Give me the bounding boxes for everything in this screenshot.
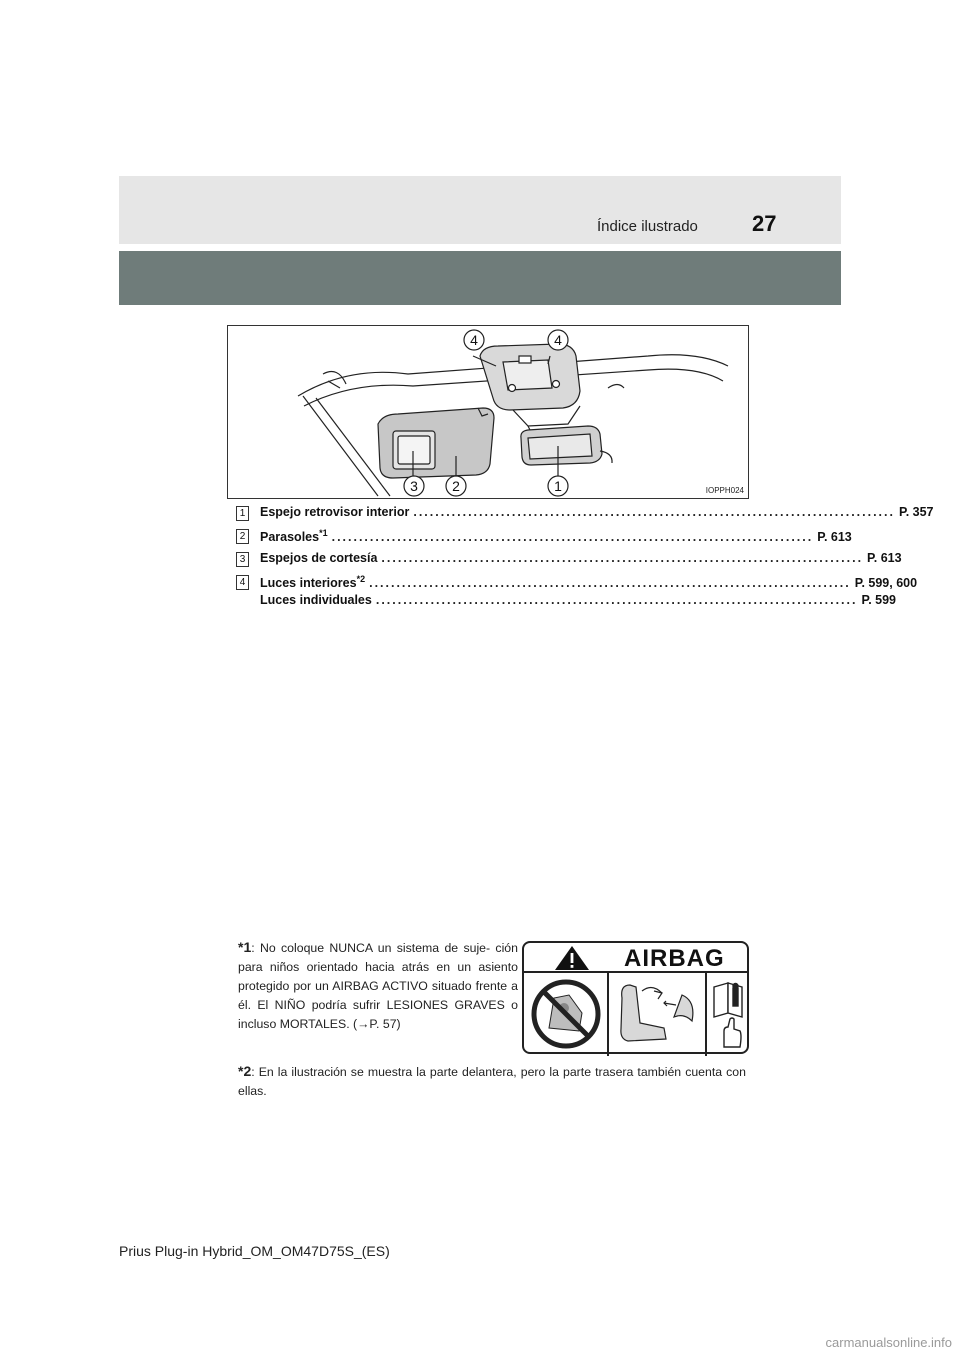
figure-id: IOPPH024 <box>705 486 744 495</box>
callout-4a: 4 <box>470 332 478 348</box>
item-number: 2 <box>236 529 249 544</box>
callout-3: 3 <box>410 478 418 494</box>
no-child-seat-icon <box>534 982 598 1046</box>
footnote-mark: *2 <box>238 1063 252 1079</box>
item-number: 4 <box>236 575 249 590</box>
item-label: Espejos de cortesía <box>260 551 378 565</box>
airbag-label-header <box>524 943 747 973</box>
seat-airbag-icon <box>621 985 693 1041</box>
airbag-word: AIRBAG <box>624 945 725 972</box>
item-page[interactable]: P. 613 <box>867 551 902 565</box>
item-label: Luces individuales <box>260 593 372 607</box>
item-sup: *1 <box>319 528 328 538</box>
index-item-2: 2 Parasoles$^{*1}$ ........................................................................................ P. 613 <box>236 528 726 551</box>
item-label: Parasoles <box>260 530 320 545</box>
item-number: 3 <box>236 552 249 567</box>
index-item-1: 1 Espejo retrovisor interior ........................................................................................ P. 357 <box>236 505 726 528</box>
section-band <box>119 251 841 305</box>
index-item-3: 3 Espejos de cortesía ........................................................................................ P. 613 <box>236 551 726 574</box>
footnote-1 <box>238 938 518 1034</box>
index-list <box>236 505 934 614</box>
item-label: Espejo retrovisor interior <box>260 505 410 519</box>
item-page[interactable]: P. 599 <box>861 593 896 607</box>
airbag-pictograms <box>524 973 751 1056</box>
item-page[interactable]: P. 613 <box>817 530 852 545</box>
section-title: Índice ilustrado <box>597 218 698 235</box>
footnote-text: : No coloque NUNCA un sistema de suje- ción para niños orientado hacia atrás en un asiento protegido por un AIRBAG ACTIVO situado frente a él. El NIÑO podría sufrir LESIONES GRAVES o incluso MORTALES. (→P. 57) <box>238 941 518 1031</box>
manual-book-icon <box>714 983 742 1047</box>
callout-1: 1 <box>554 478 562 494</box>
interior-line-drawing <box>228 326 750 500</box>
header-band <box>119 176 841 244</box>
item-sup: *2 <box>356 574 366 584</box>
page-number: 27 <box>752 211 777 236</box>
footnote-text: : En la ilustración se muestra la parte delantera, pero la parte trasera también cuenta con ellas. <box>238 1065 746 1098</box>
airbag-warning-label <box>522 941 749 1054</box>
watermark[interactable]: carmanualsonline.info <box>825 1335 952 1350</box>
callout-4b: 4 <box>554 332 562 348</box>
index-item-4: 4 Luces interiores$^{*2}$ ........................................................................................ P. 599, 600 Luces individuales ........................................................................................ P. 599 <box>236 574 726 614</box>
footnote-2 <box>238 1062 746 1101</box>
item-page[interactable]: P. 357 <box>898 505 934 519</box>
warning-triangle-icon <box>552 944 592 972</box>
item-number: 1 <box>236 506 249 521</box>
item-label: Luces interiores <box>260 576 357 591</box>
item-page[interactable]: P. 599, 600 <box>854 576 918 591</box>
footnote-mark: *1 <box>238 939 252 955</box>
interior-illustration <box>227 325 749 499</box>
footer-text: Prius Plug-in Hybrid_OM_OM47D75S_(ES) <box>119 1243 390 1259</box>
callout-2: 2 <box>452 478 460 494</box>
